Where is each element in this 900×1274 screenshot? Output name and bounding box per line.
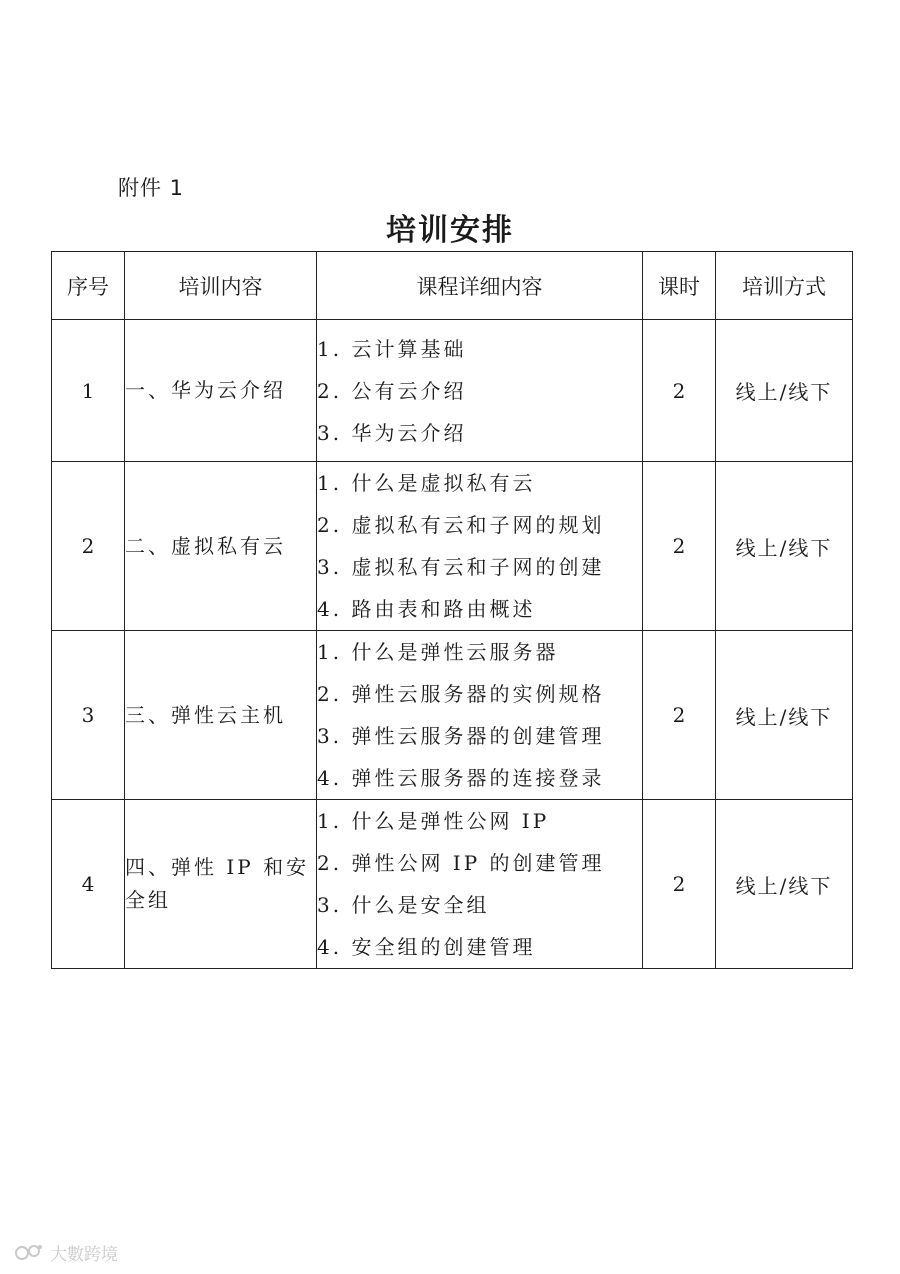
row-seq: 4 <box>52 800 125 969</box>
document-title: 培训安排 <box>386 213 514 248</box>
detail-item: 2. 虚拟私有云和子网的规划 <box>317 513 605 537</box>
row-details <box>317 800 643 969</box>
detail-item: 3. 弹性云服务器的创建管理 <box>317 724 605 748</box>
row-details <box>317 631 643 800</box>
watermark-text: 大數跨境 <box>50 1245 118 1265</box>
detail-item: 2. 弹性公网 IP 的创建管理 <box>317 851 605 875</box>
header-mode: 培训方式 <box>716 252 853 320</box>
row-seq: 3 <box>52 631 125 800</box>
row-hours: 2 <box>643 631 716 800</box>
row-mode: 线上/线下 <box>716 320 853 462</box>
detail-item: 4. 弹性云服务器的连接登录 <box>317 766 605 790</box>
detail-item: 4. 路由表和路由概述 <box>317 597 536 621</box>
header-content: 培训内容 <box>125 252 317 320</box>
row-details <box>317 320 643 462</box>
row-content: 二、虚拟私有云 <box>125 462 317 631</box>
row-seq: 1 <box>52 320 125 462</box>
detail-item: 1. 什么是弹性云服务器 <box>317 640 559 664</box>
detail-item: 3. 华为云介绍 <box>317 420 467 445</box>
row-mode: 线上/线下 <box>716 631 853 800</box>
row-mode: 线上/线下 <box>716 462 853 631</box>
detail-item: 1. 什么是虚拟私有云 <box>317 471 536 495</box>
row-mode: 线上/线下 <box>716 800 853 969</box>
header-detail: 课程详细内容 <box>317 252 643 320</box>
table-row <box>52 320 853 462</box>
row-content: 一、华为云介绍 <box>125 320 317 462</box>
row-content: 三、弹性云主机 <box>125 631 317 800</box>
header-hours: 课时 <box>643 252 716 320</box>
row-content: 四、弹性 IP 和安全组 <box>125 800 317 969</box>
detail-item: 2. 公有云介绍 <box>317 378 467 403</box>
row-details <box>317 462 643 631</box>
row-hours: 2 <box>643 462 716 631</box>
table-row <box>52 800 853 969</box>
detail-item: 2. 弹性云服务器的实例规格 <box>317 682 605 706</box>
table-row <box>52 462 853 631</box>
detail-item: 3. 虚拟私有云和子网的创建 <box>317 555 605 579</box>
brand-logo-icon <box>14 1243 44 1263</box>
watermark <box>14 1240 118 1265</box>
detail-item: 1. 云计算基础 <box>317 336 467 361</box>
attachment-label: 附件 1 <box>118 176 185 200</box>
row-seq: 2 <box>52 462 125 631</box>
detail-item: 4. 安全组的创建管理 <box>317 935 536 959</box>
detail-item: 3. 什么是安全组 <box>317 893 490 917</box>
detail-item: 1. 什么是弹性公网 IP <box>317 809 550 833</box>
row-hours: 2 <box>643 320 716 462</box>
header-seq: 序号 <box>52 252 125 320</box>
table-header-row <box>52 252 853 320</box>
training-schedule-table <box>51 251 853 969</box>
row-hours: 2 <box>643 800 716 969</box>
table-row <box>52 631 853 800</box>
